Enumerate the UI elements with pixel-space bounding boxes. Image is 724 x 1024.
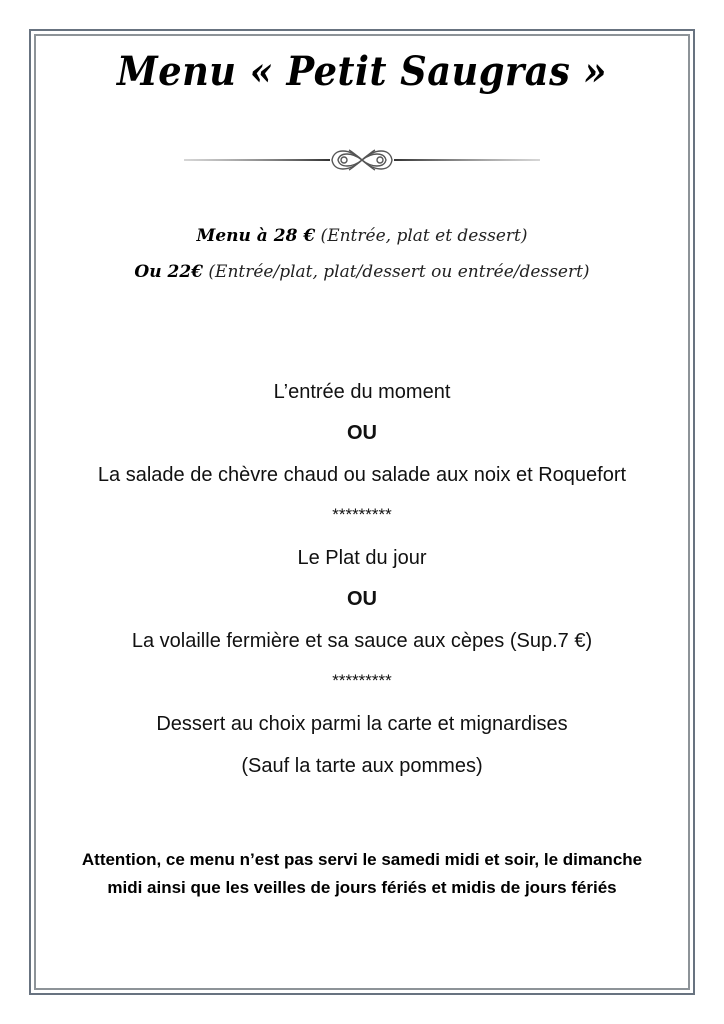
menu-title: Menu « Petit Saugras » (117, 48, 607, 95)
price-label-partial: Ou 22€ (134, 262, 203, 282)
price-detail-partial: (Entrée/plat, plat/dessert ou entrée/dessert) (203, 262, 590, 282)
course-entree-1: L’entrée du moment (273, 381, 451, 403)
course-separator-1: ********* (332, 505, 392, 524)
course-plat-2: La volaille fermière et sa sauce aux cèpes (Sup.7 €) (131, 630, 593, 652)
notice-line-1: Attention, ce menu n’est pas servi le samedi midi et soir, le dimanche (81, 850, 643, 869)
price-detail-full: (Entrée, plat et dessert) (315, 226, 528, 246)
course-separator-2: ********* (332, 671, 392, 690)
knot-ornament-icon (332, 150, 392, 170)
course-dessert-1: Dessert au choix parmi la carte et mignardises (156, 713, 568, 735)
course-or-2: OU (347, 588, 377, 610)
divider-line-right (394, 159, 540, 161)
course-dessert-2: (Sauf la tarte aux pommes) (241, 755, 483, 777)
course-or-1: OU (347, 422, 377, 444)
availability-notice (40, 846, 684, 902)
course-entree-2: La salade de chèvre chaud ou salade aux noix et Roquefort (97, 464, 627, 486)
price-label-full: Menu à 28 € (196, 226, 316, 246)
price-line-full (0, 226, 724, 246)
price-line-partial (0, 262, 724, 282)
notice-line-2: midi ainsi que les veilles de jours fériés et midis de jours fériés (107, 878, 617, 897)
divider-line-left (184, 159, 330, 161)
course-plat-1: Le Plat du jour (297, 547, 427, 569)
scroll-divider-icon (184, 144, 540, 176)
